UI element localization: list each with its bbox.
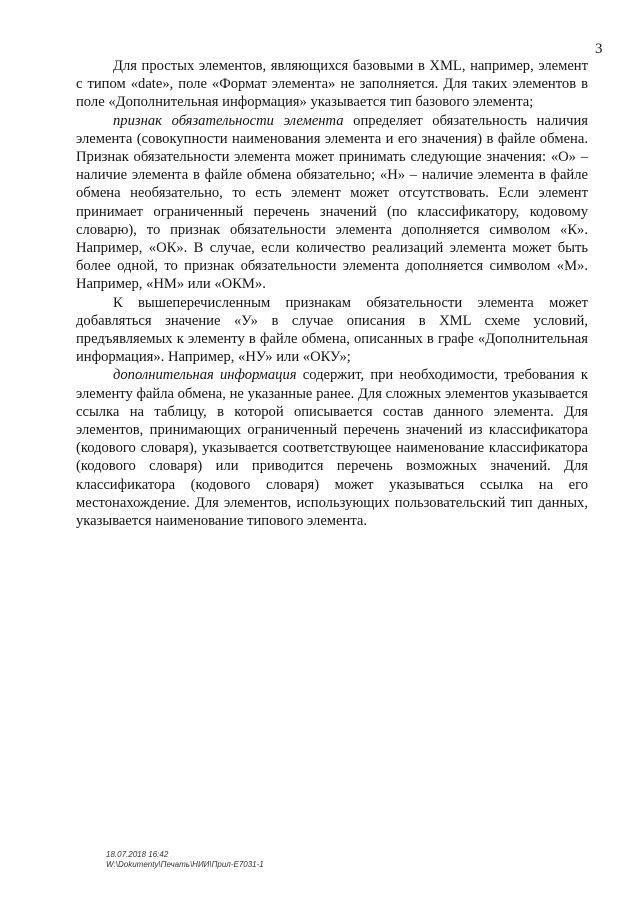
footer-file-path: W:\Dokumenty\Печать\НИИ\Прил-Е7031-1 <box>106 860 264 869</box>
term-additional-info: дополнительная информация <box>113 367 297 384</box>
paragraph-text: Для простых элементов, являющихся базовыми в XML, например, элемент с типом «date», поле «Формат элемента» не заполняется. Для таких элементов в поле «Дополнительная информация» указывается тип базового элемента; <box>76 58 588 111</box>
document-body <box>76 57 588 530</box>
paragraph-text: определяет обязательность наличия элемента (совокупности наименования элемента и его значения) в файле обмена. Признак обязательности элемента может принимать следующие значения: «О» – наличие элемента в файле обмена обязательно; «Н» – наличие элемента в файле обмена необязательно, то есть элемент может отсутствовать. Если элемент принимает ограниченный перечень значений (по классификатору, кодовому словарю), то признак обязательности элемента дополняется символом «К». Например, «ОК». В случае, если количество реализаций элемента может быть более одной, то признак обязательности элемента дополняется символом «М». Например, «НМ» или «ОКМ». <box>76 112 588 293</box>
paragraph-base-elements <box>76 57 588 112</box>
footer-stamp <box>106 850 264 870</box>
footer-timestamp: 18.07.2018 16:42 <box>106 850 169 859</box>
paragraph-required-flag <box>76 112 588 294</box>
paragraph-conditional-flag <box>76 294 588 367</box>
paragraph-additional-info <box>76 366 588 530</box>
paragraph-text: К вышеперечисленным признакам обязательности элемента может добавляться значение «У» в случае описания в XML схеме условий, предъявляемых к элементу в файле обмена, описанных в графе «Дополнительная информация». Например, «НУ» или «ОКУ»; <box>76 294 588 366</box>
term-required-flag: признак обязательности элемента <box>113 112 344 129</box>
page-number: 3 <box>595 41 603 57</box>
paragraph-text: содержит, при необходимости, требования к элементу файла обмена, не указанные ранее. Для сложных элементов указывается ссылка на таблицу, в которой описывается состав данного элемента. Для элементов, принимающих ограниченный перечень значений из классификатора (кодового словаря), указывается соответствующее наименование классификатора (кодового словаря) или приводится перечень возможных значений. Для классификатора (кодового словаря) может указываться ссылка на его местонахождение. Для элементов, использующих пользовательский тип данных, указывается наименование типового элемента. <box>76 367 588 530</box>
